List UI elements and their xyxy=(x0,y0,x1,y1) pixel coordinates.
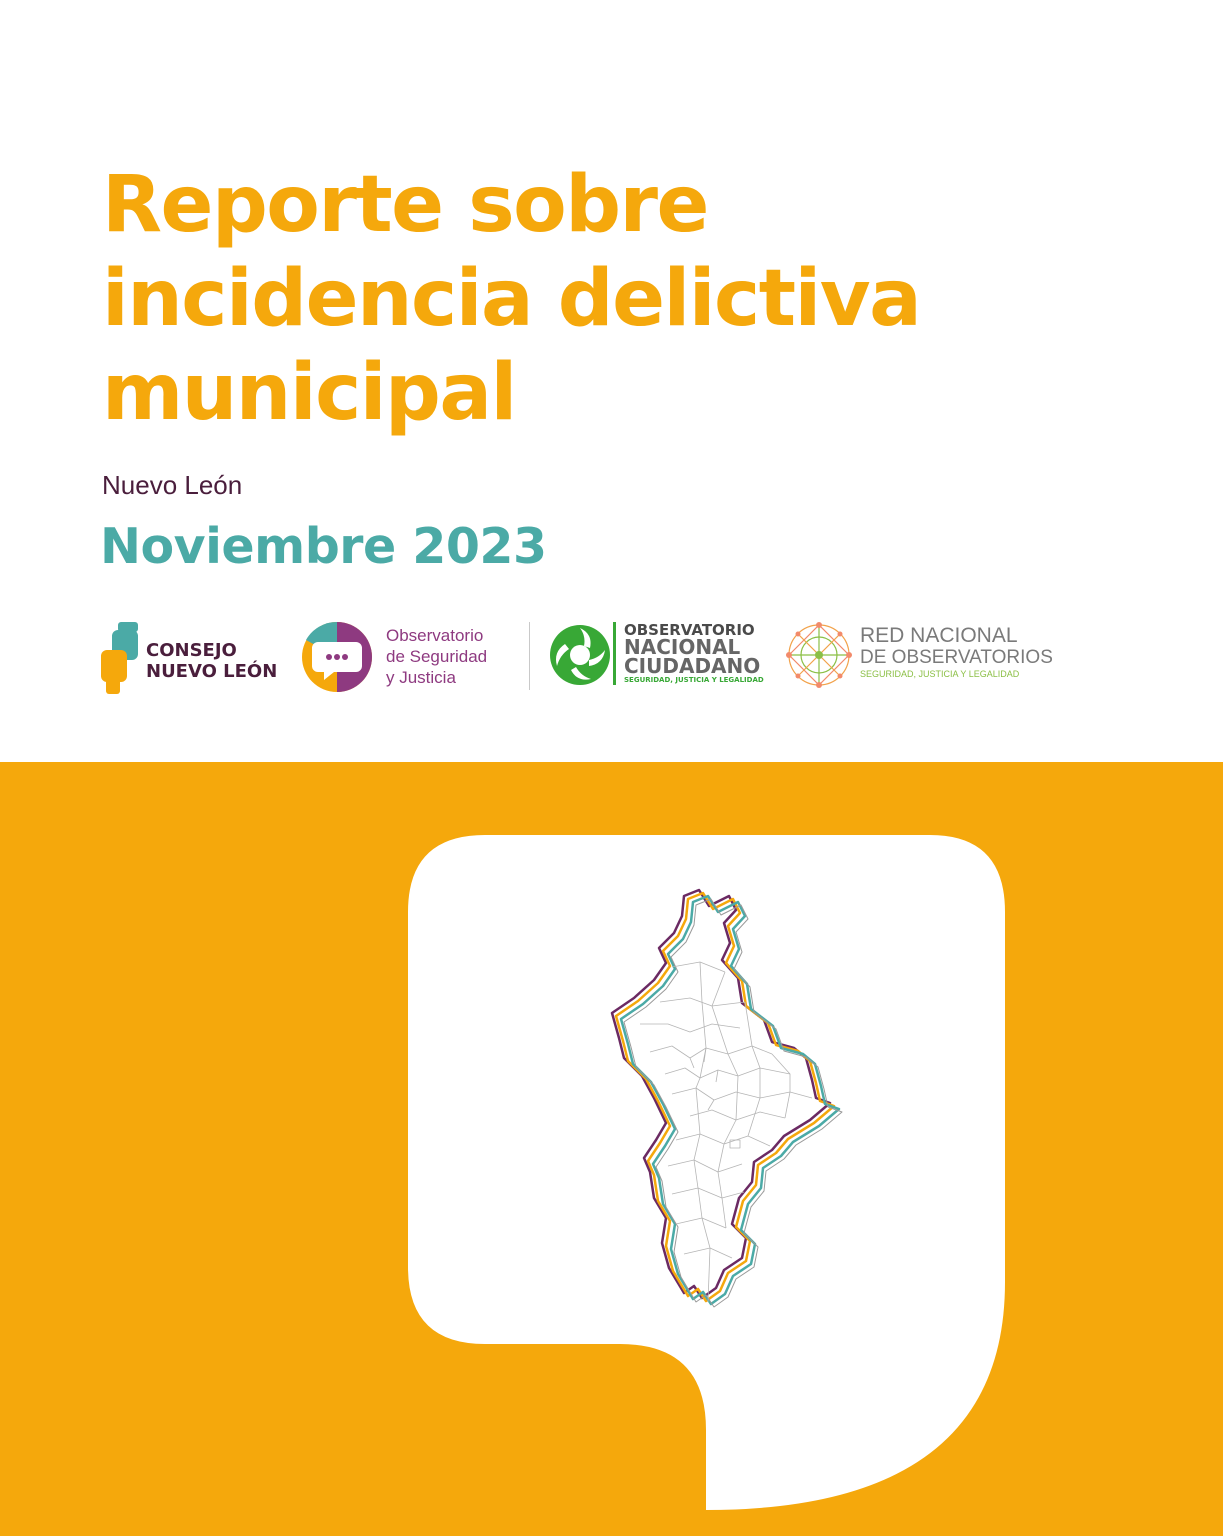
onc-aperture-icon xyxy=(549,624,611,686)
osj-line-2: de Seguridad xyxy=(386,647,488,666)
onc-line-3: CIUDADANO xyxy=(624,654,761,678)
observatorio-nacional-ciudadano-logo xyxy=(613,622,764,685)
region-label: Nuevo León xyxy=(102,470,243,500)
onc-line-2: NACIONAL xyxy=(624,635,741,659)
rno-line-2: DE OBSERVATORIOS xyxy=(860,647,1053,668)
cover-band xyxy=(0,762,1223,1536)
onc-line-4: SEGURIDAD, JUSTICIA Y LEGALIDAD xyxy=(624,676,764,684)
consejo-nuevo-leon-logo xyxy=(146,640,277,682)
report-title xyxy=(102,158,1102,440)
title-line-2: incidencia delictiva xyxy=(102,254,921,344)
onc-line-1: OBSERVATORIO xyxy=(624,621,755,639)
consejo-line-2: NUEVO LEÓN xyxy=(146,661,278,682)
speech-bubble-icon xyxy=(0,762,1223,1536)
osj-line-3: y Justicia xyxy=(386,668,456,687)
rno-line-1: RED NACIONAL xyxy=(860,624,1018,647)
consejo-nuevo-leon-logo-icon xyxy=(98,620,142,698)
osj-line-1: Observatorio xyxy=(386,626,484,645)
period-label: Noviembre 2023 xyxy=(100,518,547,575)
logo-divider xyxy=(529,622,530,690)
red-nacional-observatorios-logo xyxy=(860,624,1053,681)
observatorio-seguridad-logo xyxy=(386,625,487,688)
title-line-3: municipal xyxy=(102,348,516,438)
red-nacional-network-icon xyxy=(782,618,856,692)
consejo-line-1: CONSEJO xyxy=(146,640,237,661)
rno-line-3: SEGURIDAD, JUSTICIA Y LEGALIDAD xyxy=(860,669,1020,679)
title-line-1: Reporte sobre xyxy=(102,160,708,250)
chat-bubble-icon xyxy=(300,620,374,694)
